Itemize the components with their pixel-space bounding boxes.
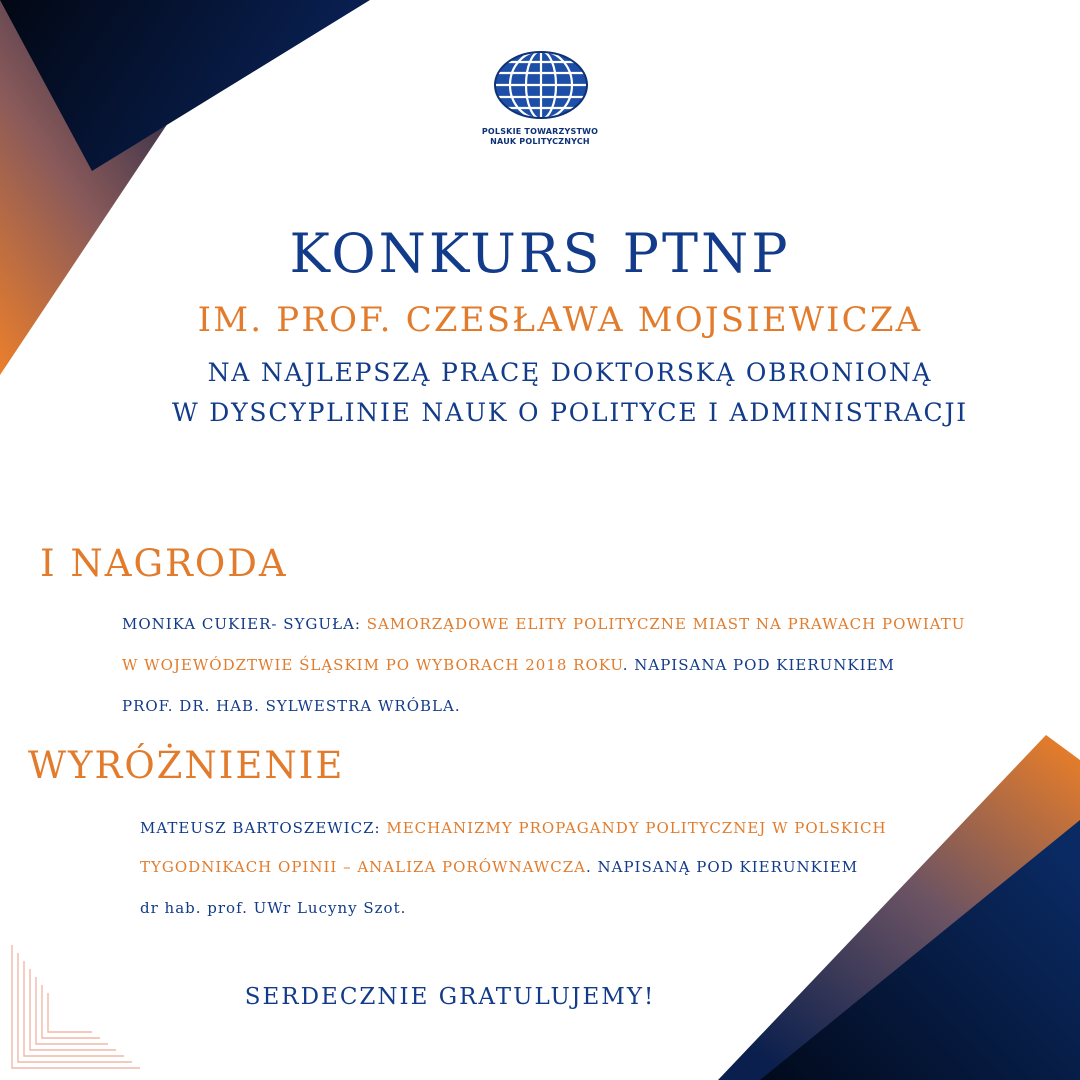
closing-message: SERDECZNIE GRATULUJEMY! — [244, 984, 656, 1010]
first-prize-line-1 — [122, 614, 965, 634]
description-line-2: W DYSCYPLINIE NAUK O POLITYCE I ADMINISTRACJI — [172, 398, 968, 427]
first-prize-author: MONIKA CUKIER- SYGUŁA: — [122, 615, 367, 633]
distinction-line-2 — [140, 857, 858, 877]
page-subtitle: IM. PROF. CZESŁAWA MOJSIEWICZA — [197, 300, 923, 340]
distinction-title-part-1: MECHANIZMY PROPAGANDY POLITYCZNEJ W POLSKICH — [386, 819, 887, 837]
first-prize-line-2 — [122, 655, 895, 675]
first-prize-supervisor: PROF. DR. HAB. SYLWESTRA WRÓBLA. — [122, 697, 461, 715]
first-prize-heading: I NAGRODA — [40, 542, 288, 585]
distinction-supervisor: dr hab. prof. UWr Lucyny Szot. — [140, 899, 407, 917]
logo-line-1: POLSKIE TOWARZYSTWO — [481, 127, 599, 136]
first-prize-title-part-1: SAMORZĄDOWE ELITY POLITYCZNE MIAST NA PRAWACH POWIATU — [366, 615, 966, 633]
logo-line-2: NAUK POLITYCZNYCH — [490, 137, 590, 146]
first-prize-title-part-2: W WOJEWÓDZTWIE ŚLĄSKIM PO WYBORACH 2018 ROKU — [122, 656, 623, 674]
distinction-title-part-2: TYGODNIKACH OPINII – ANALIZA PORÓWNAWCZA — [140, 858, 586, 876]
distinction-author: MATEUSZ BARTOSZEWICZ: — [140, 819, 387, 837]
description-line-1: NA NAJLEPSZĄ PRACĘ DOKTORSKĄ OBRONIONĄ — [207, 358, 933, 387]
distinction-heading: WYRÓŻNIENIE — [28, 744, 345, 787]
globe-icon — [492, 50, 590, 120]
first-prize-supervision: . NAPISANA POD KIERUNKIEM — [622, 656, 895, 674]
distinction-supervision: . NAPISANĄ POD KIERUNKIEM — [585, 858, 859, 876]
page-title: KONKURS PTNP — [289, 222, 791, 285]
logo-text — [440, 127, 640, 147]
distinction-line-1 — [140, 818, 887, 838]
